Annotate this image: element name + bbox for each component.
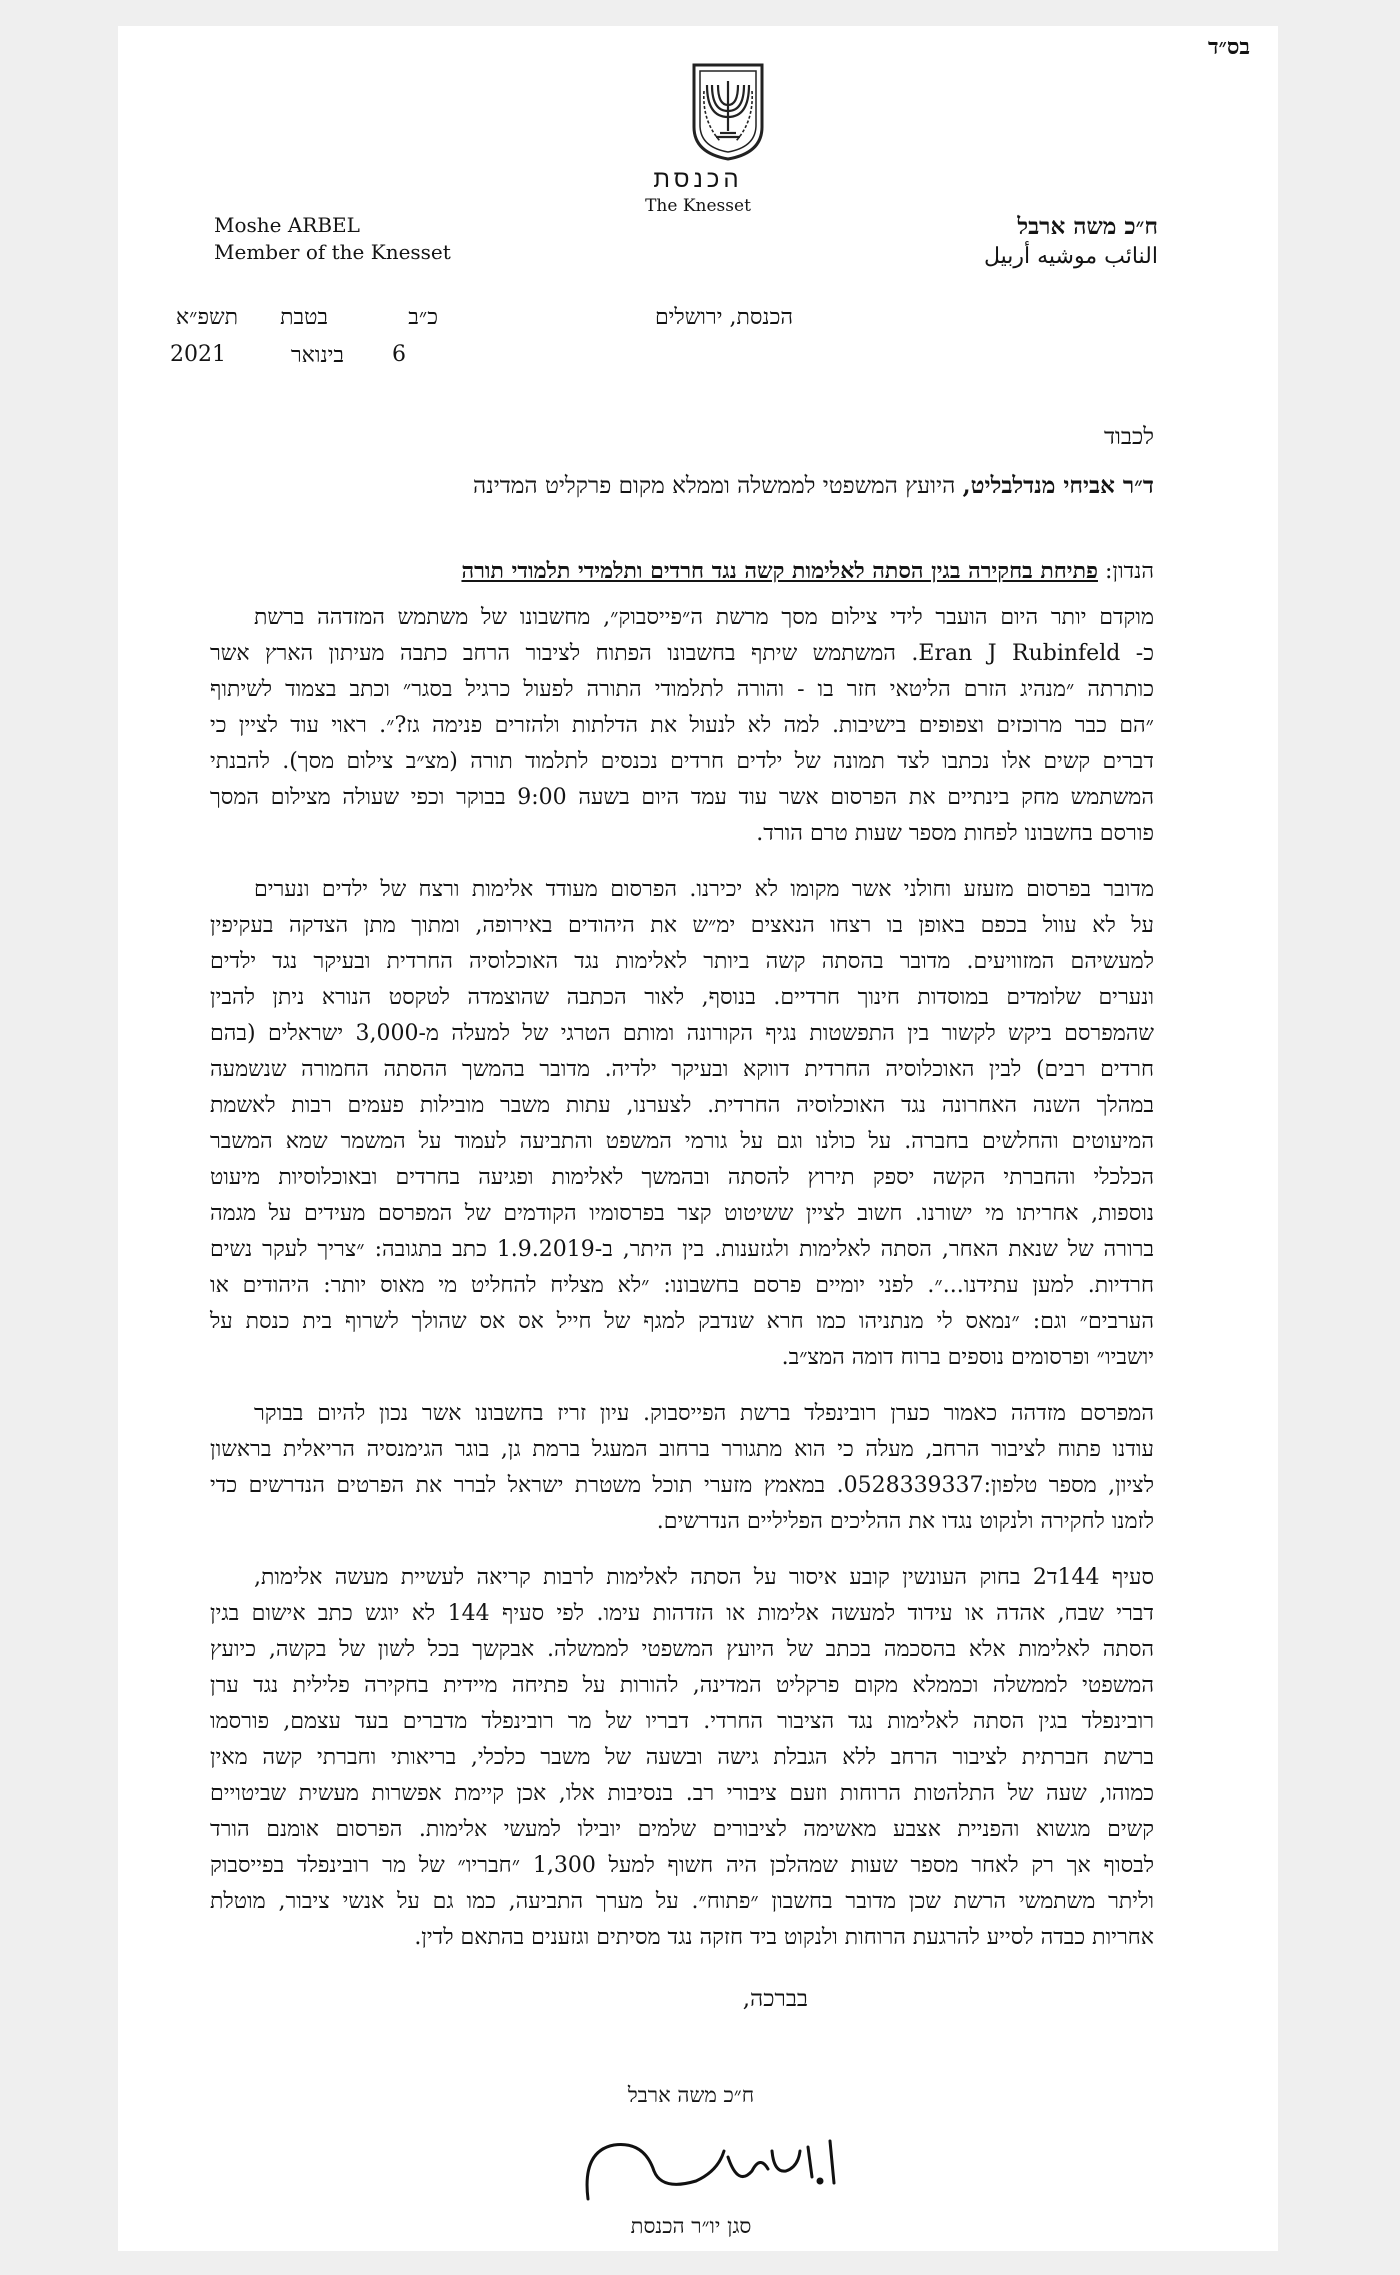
body-line: מדובר בפרסום מזעזע וחולני אשר מקומו לא יכירנו. הפרסום מעודד אלימות ורצח של ילדים ונערים [254,877,1154,902]
date-hebrew-month: בטבת [280,305,328,330]
letter-page [118,26,1278,2251]
date-greg-year: 2021 [170,342,226,367]
subject-text: פתיחת בחקירה בגין הסתה לאלימות קשה נגד חרדים ותלמידי תלמודי תורה [461,558,1098,584]
signatory-name: ח״כ משה ארבל [627,2083,755,2107]
body-line: רובינפלד בגין הסתה לאלימות נגד הציבור החרדי. דבריו של מר רובינפלד מדברים בעד עצמם, פורסמו [210,1709,1154,1734]
closing: בברכה, [742,1986,808,2012]
body-line: למעשיהם המזוויעים. מדובר בהסתה קשה ביותר לאלימות נגד האוכלוסיה החרדית ובעיקר נגד ילדים [210,949,1154,974]
sender-title-ar: النائب موشيه أربيل [983,244,1158,269]
body-line: הסתה לאלימות אלא בהסכמה בכתב של היועץ המשפטי לממשלה. אבקשך בכל לשון של בקשה, כיועץ [210,1637,1154,1662]
body-line: ברשת חברתית לציבור הרחב ללא הגבלת גישה ובשעה של משבר כלכלי, בריאותי וחברתי קשה מאין [210,1745,1154,1770]
body-line: דברים קשים אלו נכתבו לצד תמונה של ילדים חרדים נכנסים לתלמוד תורה (מצ״ב צילום מסך). להבנתי [210,749,1154,774]
knesset-hebrew-label: הכנסת [653,166,743,193]
sender-title-en: Member of the Knesset [214,240,451,264]
date-hebrew-year: תשפ״א [175,305,238,330]
date-place: הכנסת, ירושלים [654,305,793,330]
bsd-mark: בס״ד [1207,34,1250,60]
body-line: מוקדם יותר היום הועבר לידי צילום מסך מרשת ה״פייסבוק״, מחשבונו של משתמש המזדהה ברשת [254,605,1154,630]
salutation: לכבוד [1103,424,1154,450]
body-line: יושביו״ ופרסומים נוספים ברוח דומה המצ״ב. [781,1345,1154,1370]
knesset-english-label: The Knesset [645,196,751,216]
body-line: לציון, מספר טלפון:0528339337. במאמץ מזערי תוכל משטרת ישראל לברר את הפרטים הנדרשים כדי [210,1473,1154,1498]
body-line: המשפטי לממשלה וכממלא מקום פרקליט המדינה, להורות על פתיחה מיידית בחקירה פלילית נגד ערן [210,1673,1154,1698]
sender-name-en: Moshe ARBEL [214,213,360,237]
body-line: פורסם בחשבונו לפחות מספר שעות טרם הורד. [756,821,1154,846]
body-line: קשים מגשוא והפניית אצבע מאשימה לציבורים שלמים יובילו למעשי אלימות. הפרסום אומנם הורד [210,1817,1154,1842]
body-line: הכלכלי והחברתי הקשה יספק תירוץ להסתה ובהמשך לאלימות ופגיעה בחרדים ובאוכלוסיות מיעוט [210,1165,1154,1190]
body-line: סעיף 144ד2 בחוק העונשין קובע איסור על הסתה לאלימות לרבות קריאה לעשיית מעשה אלימות, [254,1565,1154,1590]
body-line: לבסוף אך רק לאחר מספר שעות שמהלכן היה חשוף למעל 1,300 ״חבריו״ של מר רובינפלד בפייסבוק [210,1853,1154,1878]
subject-line [461,558,1154,584]
body-line: וליתר משתמשי הרשת שכן מדובר בחשבון ״פתוח״. על מערך התביעה, כמו גם על אנשי ציבור, מוטלת [210,1889,1154,1914]
body-line: המפרסם מזדהה כאמור כערן רובינפלד ברשת הפייסבוק. עיון זריז בחשבונו אשר נכון להיום בבוקר [254,1401,1154,1426]
sender-hebrew-block [984,212,1158,272]
date-greg-month: בינואר [290,343,344,368]
body-line: דברי שבח, אהדה או עידוד למעשה אלימות או הזדהות עימו. לפי סעיף 144 לא יוגש כתב אישום בגין [210,1601,1154,1626]
handwritten-signature [568,2111,868,2221]
sender-english-block [214,212,451,266]
body-line: שהמפרסם ביקש לקשור בין התפשטות נגיף הקורונה ומותם הטרגי של למעלה מ-3,000 ישראלים (בהם [210,1021,1154,1046]
body-line: עודנו פתוח לציבור הרחב, מעלה כי הוא מתגורר ברחוב המעגל ברמת גן, בוגר הגימנסיה הריאלית בראשון [210,1437,1154,1462]
body-line: כ- Eran J Rubinfeld. המשתמש שיתף בחשבונו הפתוח לציבור הרחב כתבה מעיתון הארץ אשר [210,641,1154,666]
addressee [473,472,1154,499]
body-line: הערבים״ וגם: ״נמאס לי מנתניהו כמו חרא שנדבק למגף של חייל אס אס שהולך לשרוף בית כנסת על [210,1309,1154,1334]
body-line: לזמנו לחקירה ולנקוט נגדו את ההליכים הפליליים הנדרשים. [656,1509,1154,1534]
subject-label: הנדון: [1097,559,1154,584]
body-line: אחריות כבדה לסייע להרגעת הרוחות ולנקוט ביד חזקה נגד מסיתים וגזענים בהתאם לדין. [414,1925,1154,1950]
body-line: כמוהו, שעה של התלהטות הרוחות וזעם ציבורי רב. בנסיבות אלו, אכן קיימת אפשרות מעשית שביטויים [210,1781,1154,1806]
body-line: חרדיות. למען עתידנו...״. לפני יומיים פרסם בחשבונו: ״לא מצליח להחליט מי מאוס יותר: היהודים או [210,1273,1154,1298]
sender-name-he: ח״כ משה ארבל [1017,213,1158,240]
body-line: נוספות, אחריתו מי ישורנו. חשוב לציין ששיטוט קצר בפרסומיו הקודמים של המפרסם מעידים על מגמה [210,1201,1154,1226]
body-line: חרדים רבים) לבין האוכלוסיה החרדית דווקא ובעיקר ילדיה. מדובר בהמשך ההסתה החמורה שנשמעה [210,1057,1154,1082]
body-line: ונערים שלומדים במוסדות חינוך חרדיים. בנוסף, לאור הכתבה שהוצמדה לטקסט הנורא ניתן להבין [210,985,1154,1010]
body-line: על לא עוול בכפם באופן בו רצחו הנאצים ימ״ש את היהודים באירופה, ומתוך מתן הצדקה בעקיפין [210,913,1154,938]
knesset-emblem-icon [688,61,768,161]
body-line: המשתמש מחק בינתיים את הפרסום אשר עוד עמד היום בשעה 9:00 בבוקר וכפי שעולה מצילום המסך [210,785,1154,810]
body-line: ״הם כבר מרוכזים וצפופים בישיבות. למה לא לנעול את הדלתות ולהזרים פנימה גז?״. ראוי עוד לציין כי [210,713,1154,738]
date-hebrew-day: כ״ב [408,305,438,330]
addressee-title: היועץ המשפטי לממשלה וממלא מקום פרקליט המדינה [473,473,963,499]
body-line: המיעוטים והחלשים בחברה. על כולנו וגם על גורמי המשפט והתביעה לעמוד על המשמר שמא המשבר [210,1129,1154,1154]
signatory-title: סגן יו״ר הכנסת [630,2214,752,2238]
date-greg-day: 6 [392,342,406,367]
body-line: במהלך השנה האחרונה נגד האוכלוסיה החרדית. לצערנו, עתות משבר מובילות פעמים רבות לאשמת [210,1093,1154,1118]
body-line: כותרתה ״מנהיג הזרם הליטאי חזר בו - והורה לתלמודי התורה לפעול כרגיל בסגר״ וכתב בצמוד לשיתוף [210,677,1154,702]
addressee-name: ד״ר אביחי מנדלבליט, [962,472,1154,499]
body-line: ברורה של שנאת האחר, הסתה לאלימות ולגזענות. בין היתר, ב-1.9.2019 כתב בתגובה: ״צריך לעקר נשים [210,1237,1155,1262]
